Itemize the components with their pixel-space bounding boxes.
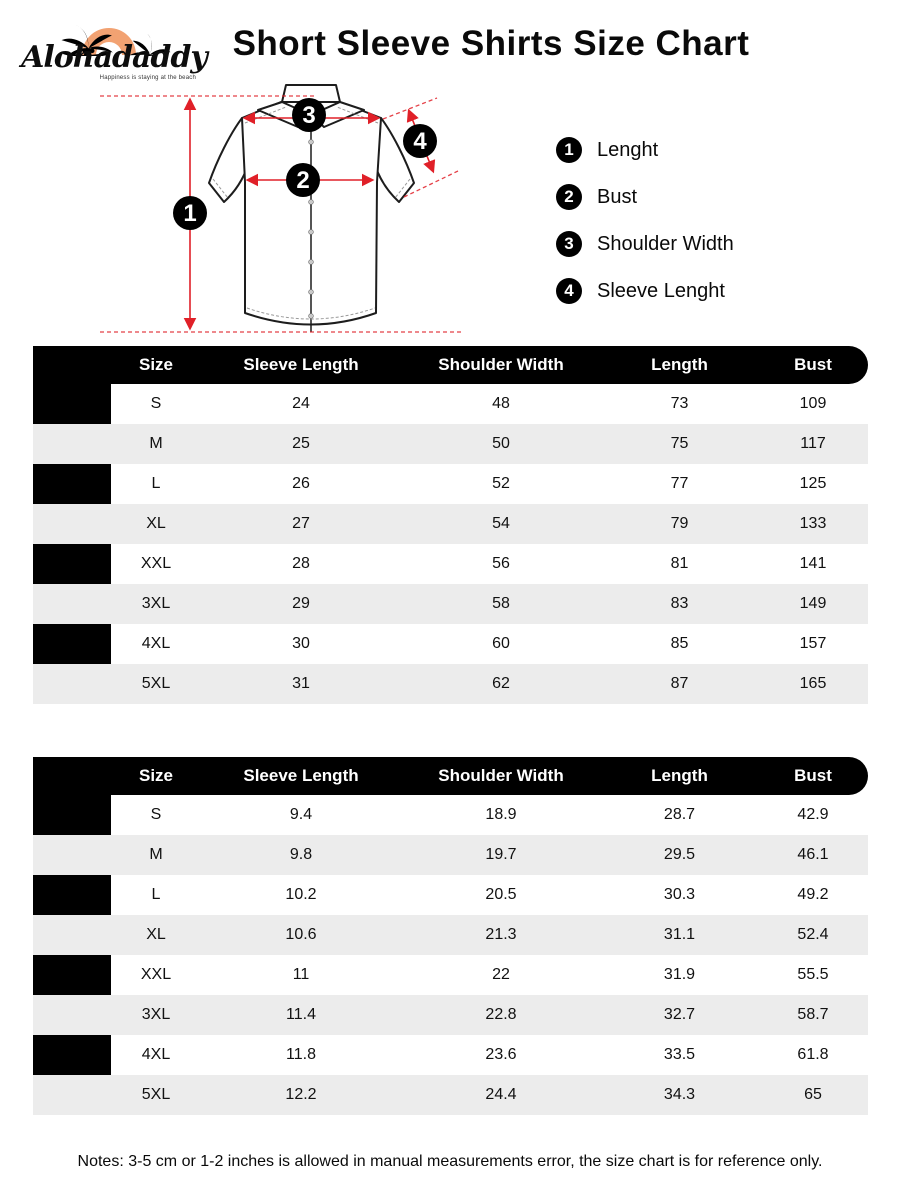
table-cell: 125 xyxy=(758,464,868,504)
column-header: Shoulder Width xyxy=(438,355,564,374)
table-cell: 31.1 xyxy=(601,915,758,955)
svg-text:3: 3 xyxy=(302,102,316,129)
table-cell: 22.8 xyxy=(401,995,601,1035)
unit-column-spacer xyxy=(33,835,111,875)
table-row xyxy=(33,1035,868,1075)
table-row xyxy=(33,544,868,584)
table-cell: 58.7 xyxy=(758,995,868,1035)
table-cell: 19.7 xyxy=(401,835,601,875)
column-header: Shoulder Width xyxy=(438,766,564,785)
table-row xyxy=(33,915,868,955)
table-row xyxy=(33,835,868,875)
unit-column-spacer xyxy=(33,915,111,955)
table-cell: 30.3 xyxy=(601,875,758,915)
table-cell: 12.2 xyxy=(201,1075,401,1115)
table-row xyxy=(33,384,868,424)
table-cell: 56 xyxy=(401,544,601,584)
table-cell: 11 xyxy=(201,955,401,995)
diagram-marker-1 xyxy=(173,196,207,230)
table-cell: 149 xyxy=(758,584,868,624)
table-cell: 55.5 xyxy=(758,955,868,995)
table-cell: XXL xyxy=(111,955,201,995)
legend-number-badge: 3 xyxy=(556,231,582,257)
page-title: Short Sleeve Shirts Size Chart xyxy=(232,24,750,63)
unit-column-spacer xyxy=(33,795,111,835)
table-cell: 29.5 xyxy=(601,835,758,875)
table-cell: 11.4 xyxy=(201,995,401,1035)
table-cell: 87 xyxy=(601,664,758,704)
unit-column-spacer xyxy=(33,584,111,624)
column-header: Bust xyxy=(794,355,832,374)
legend-number-badge: 1 xyxy=(556,137,582,163)
notes-text: Notes: 3-5 cm or 1-2 inches is allowed in manual measurements error, the size chart is for reference only. xyxy=(77,1153,823,1170)
unit-column-spacer xyxy=(33,1075,111,1115)
diagram-marker-4 xyxy=(403,124,437,158)
unit-column-spacer xyxy=(33,504,111,544)
legend-item xyxy=(556,231,734,257)
legend-number-badge: 4 xyxy=(556,278,582,304)
table-cell: 25 xyxy=(201,424,401,464)
table-cell: 157 xyxy=(758,624,868,664)
table-cell: 3XL xyxy=(111,995,201,1035)
table-cell: XL xyxy=(111,504,201,544)
table-cell: 29 xyxy=(201,584,401,624)
table-row xyxy=(33,624,868,664)
table-cell: 28.7 xyxy=(601,795,758,835)
column-header: Bust xyxy=(794,766,832,785)
table-cell: 117 xyxy=(758,424,868,464)
unit-column-spacer xyxy=(33,955,111,995)
legend-label: Sleeve Lenght xyxy=(597,279,725,302)
table-cell: 21.3 xyxy=(401,915,601,955)
table-cell: 22 xyxy=(401,955,601,995)
table-row xyxy=(33,1075,868,1115)
table-cell: 5XL xyxy=(111,1075,201,1115)
table-row xyxy=(33,664,868,704)
unit-column-spacer xyxy=(33,384,111,424)
table-header-row xyxy=(33,346,868,384)
table-cell: 9.8 xyxy=(201,835,401,875)
table-row xyxy=(33,584,868,624)
table-row xyxy=(33,424,868,464)
sleeve-top-extension-line xyxy=(383,98,437,119)
column-header: Length xyxy=(651,355,708,374)
shirt-diagram xyxy=(90,82,542,348)
unit-column-spacer xyxy=(33,624,111,664)
table-cell: 133 xyxy=(758,504,868,544)
table-header-row xyxy=(33,757,868,795)
unit-column-spacer xyxy=(33,1035,111,1075)
table-cell: 85 xyxy=(601,624,758,664)
unit-column-spacer xyxy=(33,464,111,504)
unit-column-spacer xyxy=(33,424,111,464)
table-cell: 31.9 xyxy=(601,955,758,995)
table-cell: 3XL xyxy=(111,584,201,624)
table-cell: 30 xyxy=(201,624,401,664)
table-cell: 83 xyxy=(601,584,758,624)
table-cell: 50 xyxy=(401,424,601,464)
column-header: Size xyxy=(138,355,174,374)
inch-size-table xyxy=(33,757,868,1115)
table-cell: M xyxy=(111,424,201,464)
cm-size-table xyxy=(33,346,868,704)
diagram-marker-2 xyxy=(286,163,320,197)
table-cell: 11.8 xyxy=(201,1035,401,1075)
legend-label: Bust xyxy=(597,185,638,208)
svg-text:4: 4 xyxy=(413,128,427,155)
table-cell: 18.9 xyxy=(401,795,601,835)
table-cell: 77 xyxy=(601,464,758,504)
unit-column-spacer xyxy=(33,544,111,584)
table-cell: 49.2 xyxy=(758,875,868,915)
table-cell: XXL xyxy=(111,544,201,584)
table-body xyxy=(33,384,868,704)
legend-label: Lenght xyxy=(597,138,659,161)
table-cell: 34.3 xyxy=(601,1075,758,1115)
table-cell: 48 xyxy=(401,384,601,424)
unit-column-spacer xyxy=(33,995,111,1035)
table-cell: 4XL xyxy=(111,624,201,664)
table-cell: 33.5 xyxy=(601,1035,758,1075)
table-cell: 54 xyxy=(401,504,601,544)
table-cell: 42.9 xyxy=(758,795,868,835)
table-cell: 28 xyxy=(201,544,401,584)
table-cell: 65 xyxy=(758,1075,868,1115)
table-cell: 24.4 xyxy=(401,1075,601,1115)
table-row xyxy=(33,955,868,995)
legend-item xyxy=(556,137,734,163)
table-row xyxy=(33,995,868,1035)
table-cell: S xyxy=(111,795,201,835)
column-header: Length xyxy=(651,766,708,785)
table-cell: 58 xyxy=(401,584,601,624)
table-cell: XL xyxy=(111,915,201,955)
table-cell: 141 xyxy=(758,544,868,584)
column-header: Size xyxy=(138,766,174,785)
table-cell: 46.1 xyxy=(758,835,868,875)
table-cell: 32.7 xyxy=(601,995,758,1035)
table-cell: 62 xyxy=(401,664,601,704)
table-cell: 4XL xyxy=(111,1035,201,1075)
table-cell: 10.6 xyxy=(201,915,401,955)
table-cell: 75 xyxy=(601,424,758,464)
table-cell: 109 xyxy=(758,384,868,424)
table-cell: M xyxy=(111,835,201,875)
table-cell: 26 xyxy=(201,464,401,504)
diagram-marker-3 xyxy=(292,98,326,132)
table-cell: 60 xyxy=(401,624,601,664)
brand-tagline: Happiness is staying at the beach xyxy=(99,75,196,81)
svg-text:2: 2 xyxy=(296,167,310,194)
table-row xyxy=(33,795,868,835)
column-header: Sleeve Length xyxy=(243,355,359,374)
table-cell: L xyxy=(111,875,201,915)
table-cell: 81 xyxy=(601,544,758,584)
legend-item xyxy=(556,278,734,304)
table-cell: 27 xyxy=(201,504,401,544)
legend-number-badge: 2 xyxy=(556,184,582,210)
table-cell: S xyxy=(111,384,201,424)
table-row xyxy=(33,464,868,504)
table-row xyxy=(33,875,868,915)
table-cell: 165 xyxy=(758,664,868,704)
legend xyxy=(556,137,734,325)
legend-item xyxy=(556,184,734,210)
unit-column-spacer xyxy=(33,875,111,915)
table-cell: 73 xyxy=(601,384,758,424)
table-cell: 23.6 xyxy=(401,1035,601,1075)
table-cell: 52 xyxy=(401,464,601,504)
table-row xyxy=(33,504,868,544)
unit-column-spacer xyxy=(33,664,111,704)
table-cell: 31 xyxy=(201,664,401,704)
table-cell: 20.5 xyxy=(401,875,601,915)
table-body xyxy=(33,795,868,1115)
svg-text:1: 1 xyxy=(183,200,197,227)
table-cell: 5XL xyxy=(111,664,201,704)
table-cell: 61.8 xyxy=(758,1035,868,1075)
table-cell: 10.2 xyxy=(201,875,401,915)
legend-label: Shoulder Width xyxy=(597,232,734,255)
brand-name: Alohadaddy xyxy=(21,40,207,75)
table-cell: 52.4 xyxy=(758,915,868,955)
table-cell: 24 xyxy=(201,384,401,424)
table-cell: 79 xyxy=(601,504,758,544)
table-cell: L xyxy=(111,464,201,504)
brand-logo xyxy=(16,4,212,88)
column-header: Sleeve Length xyxy=(243,766,359,785)
table-cell: 9.4 xyxy=(201,795,401,835)
